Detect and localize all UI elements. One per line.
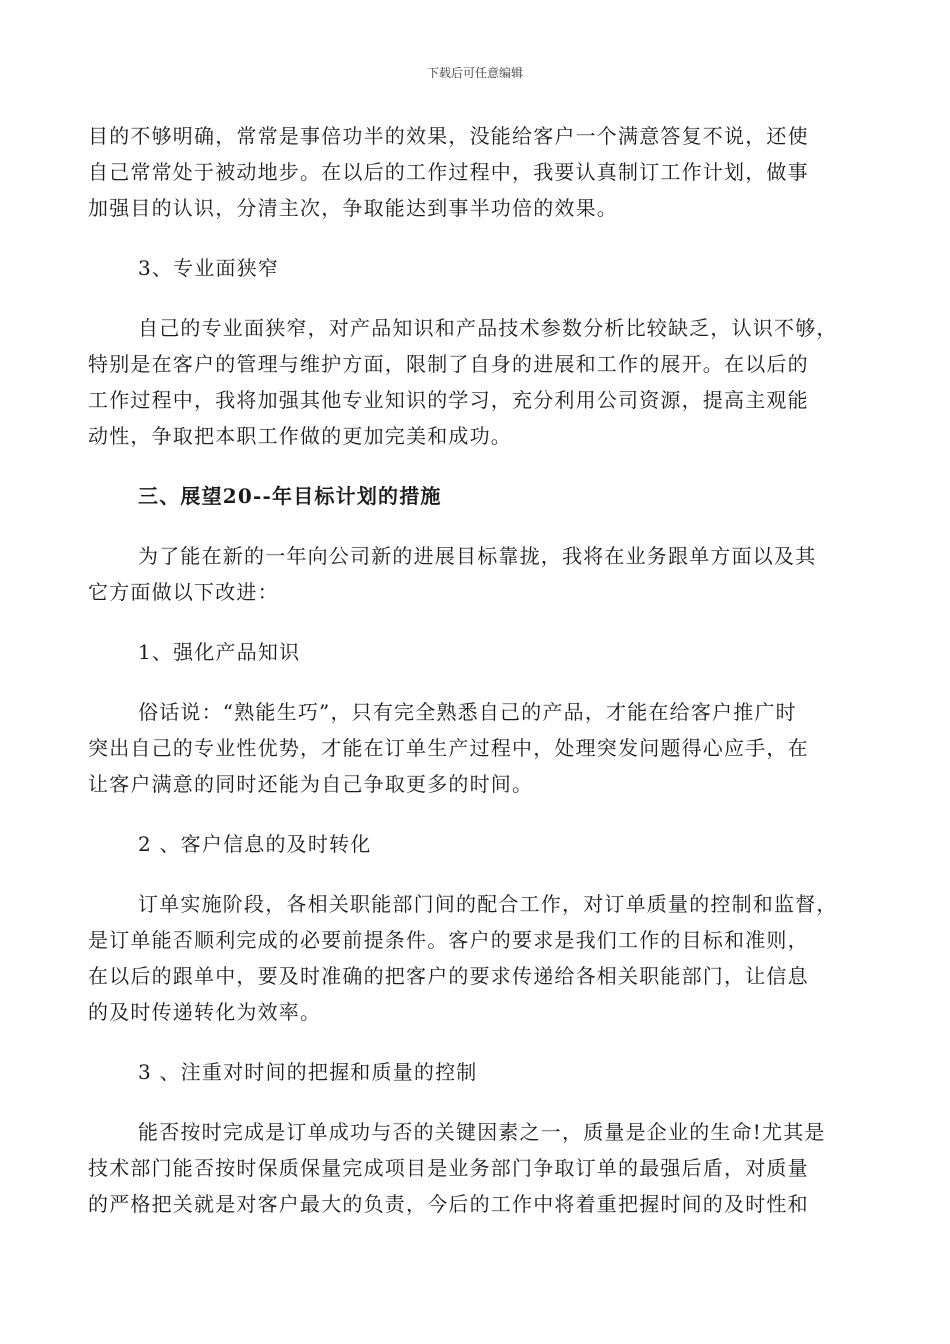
text-line: 是订单能否顺利完成的必要前提条件。客户的要求是我们工作的目标和准则，: [88, 928, 809, 952]
text-line: 特别是在客户的管理与维护方面，限制了自身的进展和工作的展开。在以后的: [88, 352, 809, 376]
text-line: 它方面做以下改进：: [88, 580, 279, 604]
text-line: 自己的专业面狭窄，对产品知识和产品技术参数分析比较缺乏，认识不够，: [138, 316, 838, 340]
paragraph-narrow-specialty: [88, 310, 868, 454]
text-line: 三、展望20--年目标计划的措施: [138, 484, 442, 508]
paragraph-time-quality: [88, 1114, 868, 1222]
paragraph-outlook-intro: [88, 538, 868, 610]
text-line: 工作过程中，我将加强其他专业知识的学习，充分利用公司资源，提高主观能: [88, 388, 809, 412]
text-line: 2 、客户信息的及时转化: [138, 832, 372, 856]
page-header: 下载后可任意编辑: [426, 66, 523, 80]
text-line: 目的不够明确，常常是事倍功半的效果，没能给客户一个满意答复不说，还使: [88, 124, 809, 148]
text-line: 动性，争取把本职工作做的更加完美和成功。: [88, 424, 512, 448]
text-line: 的及时传递转化为效率。: [88, 1000, 322, 1024]
text-line: 在以后的跟单中，要及时准确的把客户的要求传递给各相关职能部门，让信息: [88, 964, 809, 988]
paragraph-product-knowledge: [88, 694, 868, 802]
text-line: 突出自己的专业性优势，才能在订单生产过程中，处理突发问题得心应手，在: [88, 736, 809, 760]
paragraph-continuation: [88, 118, 868, 226]
subheading-product-knowledge: [88, 634, 868, 670]
text-line: 3、专业面狭窄: [138, 256, 280, 280]
section-heading-outlook: [88, 478, 868, 514]
text-line: 3 、注重对时间的把握和质量的控制: [138, 1060, 478, 1084]
text-line: 订单实施阶段，各相关职能部门间的配合工作，对订单质量的控制和监督，: [138, 892, 838, 916]
text-line: 技术部门能否按时保质保量完成项目是业务部门争取订单的最强后盾，对质量: [88, 1156, 809, 1180]
subheading-time-quality: [88, 1054, 868, 1090]
text-line: 能否按时完成是订单成功与否的关键因素之一，质量是企业的生命!尤其是: [138, 1120, 826, 1144]
subheading-narrow-specialty: [88, 250, 868, 286]
paragraph-customer-info: [88, 886, 868, 1030]
subheading-customer-info: [88, 826, 868, 862]
text-line: 加强目的认识，分清主次，争取能达到事半功倍的效果。: [88, 196, 618, 220]
text-line: 1、强化产品知识: [138, 640, 301, 664]
document-body: [88, 118, 868, 1222]
text-line: 为了能在新的一年向公司新的进展目标靠拢，我将在业务跟单方面以及其: [138, 544, 817, 568]
text-line: 的严格把关就是对客户最大的负责，今后的工作中将着重把握时间的及时性和: [88, 1192, 809, 1216]
text-line: 自己常常处于被动地步。在以后的工作过程中，我要认真制订工作计划，做事: [88, 160, 809, 184]
text-line: 俗话说：“熟能生巧”，只有完全熟悉自己的产品，才能在给客户推广时: [138, 700, 797, 724]
text-line: 让客户满意的同时还能为自己争取更多的时间。: [88, 772, 534, 796]
